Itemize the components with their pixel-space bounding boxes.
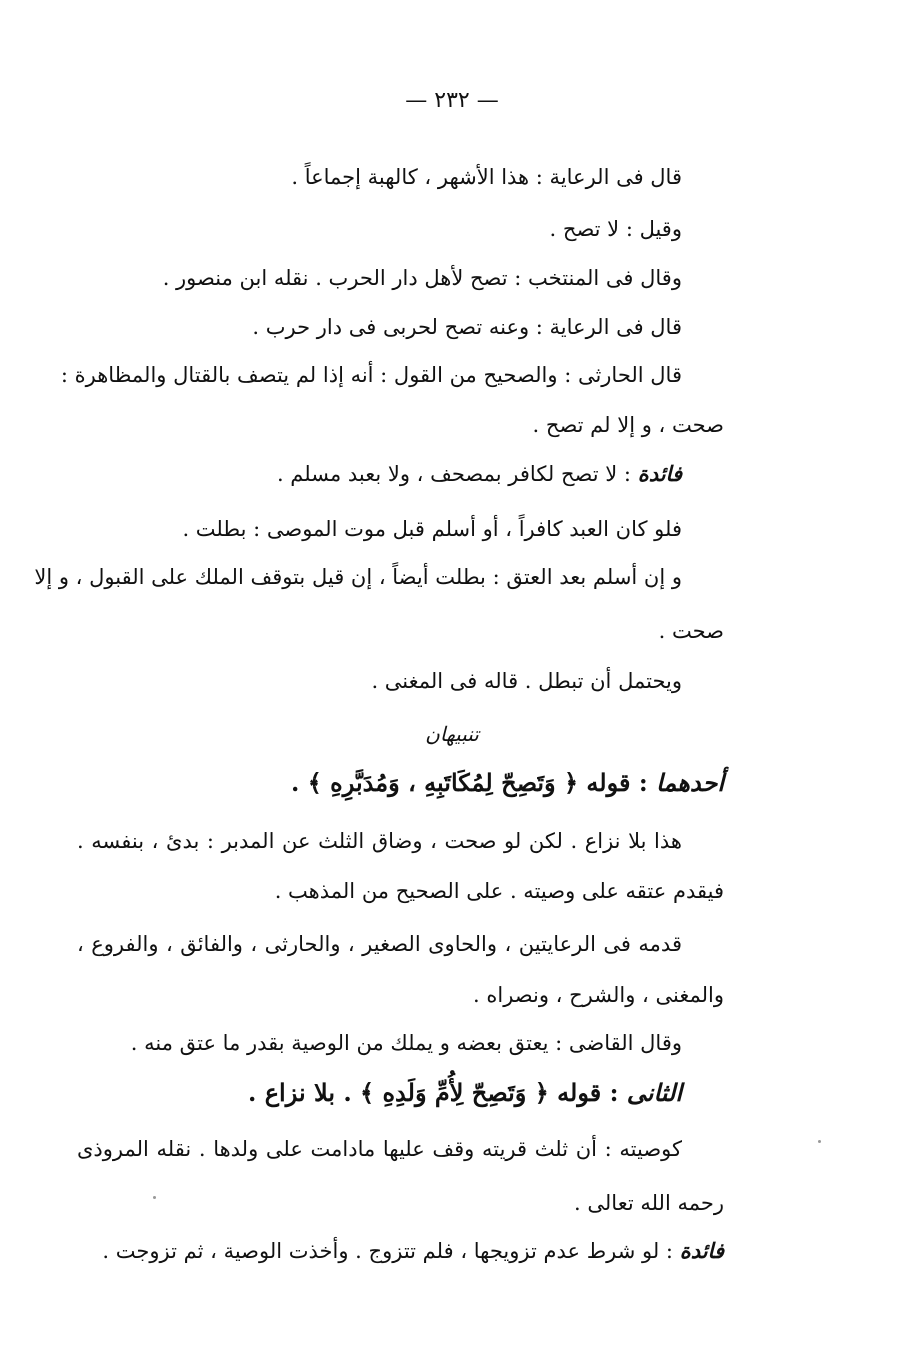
print-speck bbox=[818, 1140, 821, 1143]
line-text: وقيل : لا تصح . bbox=[549, 217, 682, 241]
text-line-1 bbox=[291, 162, 682, 192]
line-text: قال فى الرعاية : هذا الأشهر ، كالهبة إجماعاً . bbox=[291, 165, 682, 189]
line-text: قدمه فى الرعايتين ، والحاوى الصغير ، والحارثى ، والفائق ، والفروع ، bbox=[77, 932, 682, 956]
line-text: فيقدم عتقه على وصيته . على الصحيح من المذهب . bbox=[274, 879, 724, 903]
line-text: هذا بلا نزاع . لكن لو صحت ، وضاق الثلث عن المدبر : بدئ ، بنفسه . bbox=[77, 829, 682, 853]
text-line-5 bbox=[60, 360, 682, 390]
text-line-19 bbox=[248, 1078, 682, 1108]
item-label: أحدهما bbox=[656, 768, 724, 797]
line-text: : قوله ﴿ وَتَصِحّ لِأُمِّ وَلَدِهِ ﴾ . بلا نزاع . bbox=[248, 1078, 627, 1107]
line-text: فلو كان العبد كافراً ، أو أسلم قبل موت الموصى : بطلت . bbox=[182, 517, 682, 541]
text-line-11 bbox=[371, 666, 682, 696]
text-line-4 bbox=[252, 312, 682, 342]
item-label: الثانى bbox=[626, 1078, 682, 1107]
line-text: رحمه الله تعالى . bbox=[574, 1191, 724, 1215]
text-line-18 bbox=[131, 1028, 682, 1058]
text-line-10 bbox=[659, 616, 724, 646]
text-line-15 bbox=[275, 876, 724, 906]
section-heading: تنبيهان bbox=[425, 722, 479, 746]
line-text: ويحتمل أن تبطل . قاله فى المغنى . bbox=[371, 669, 682, 693]
line-text: والمغنى ، والشرح ، ونصراه . bbox=[473, 983, 724, 1007]
text-line-3 bbox=[163, 263, 682, 293]
text-line-16 bbox=[77, 929, 682, 959]
text-line-22 bbox=[102, 1236, 724, 1266]
text-line-6 bbox=[533, 410, 724, 440]
note-label: فائدة bbox=[679, 1238, 724, 1263]
text-line-13 bbox=[291, 768, 724, 798]
line-text: : لا تصح لكافر بمصحف ، ولا بعبد مسلم . bbox=[276, 462, 638, 486]
line-text: وقال فى المنتخب : تصح لأهل دار الحرب . نقله ابن منصور . bbox=[162, 266, 682, 290]
text-line-9 bbox=[34, 562, 682, 592]
note-label: فائدة bbox=[637, 461, 682, 486]
text-line-21 bbox=[574, 1188, 724, 1218]
text-line-8 bbox=[182, 514, 682, 544]
text-line-20 bbox=[77, 1134, 682, 1164]
line-text: : قوله ﴿ وَتَصِحّ لِمُكَاتَبِهِ ، وَمُدَبَّرِهِ ﴾ . bbox=[291, 768, 657, 797]
line-text: صحت . bbox=[658, 619, 724, 643]
line-text: قال فى الرعاية : وعنه تصح لحربى فى دار حرب . bbox=[252, 315, 682, 339]
line-text: : لو شرط عدم تزويجها ، فلم تتزوج . وأخذت الوصية ، ثم تزوجت . bbox=[102, 1239, 680, 1263]
text-line-17 bbox=[473, 980, 724, 1010]
line-text: كوصيته : أن ثلث قريته وقف عليها مادامت على ولدها . نقله المروذى bbox=[77, 1137, 682, 1161]
print-speck bbox=[153, 1196, 156, 1199]
text-line-7 bbox=[277, 459, 682, 489]
text-line-2 bbox=[550, 214, 682, 244]
text-line-14 bbox=[77, 826, 682, 856]
line-text: وقال القاضى : يعتق بعضه و يملك من الوصية بقدر ما عتق منه . bbox=[130, 1031, 682, 1055]
line-text: صحت ، و إلا لم تصح . bbox=[532, 413, 724, 437]
page-number: — ٢٣٢ — bbox=[405, 88, 499, 113]
line-text: و إن أسلم بعد العتق : بطلت أيضاً ، إن قيل بتوقف الملك على القبول ، و إلا bbox=[34, 565, 682, 589]
line-text: قال الحارثى : والصحيح من القول : أنه إذا لم يتصف بالقتال والمظاهرة : bbox=[60, 363, 682, 387]
